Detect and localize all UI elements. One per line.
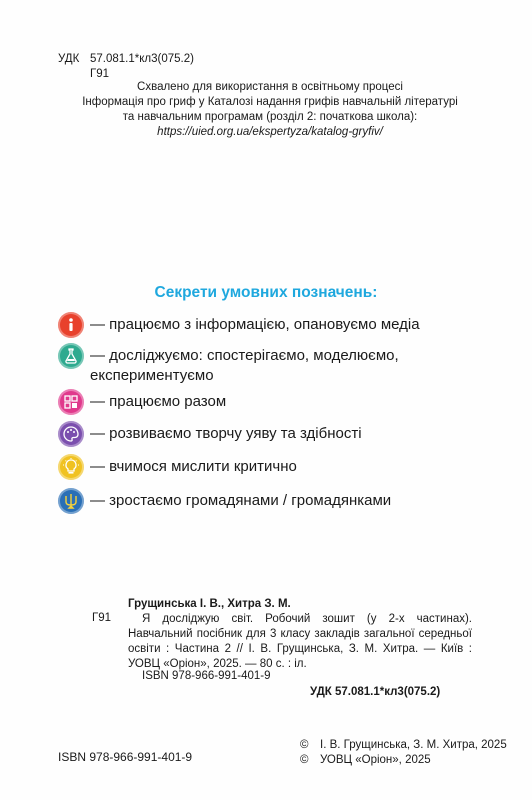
catalog-url-link[interactable]: https://uied.org.ua/ekspertyza/katalog-gryfiv/ (157, 126, 383, 138)
footer-isbn: ISBN 978-966-991-401-9 (58, 750, 193, 764)
legend-text-critical-thinking: — вчимося мислити критично (90, 458, 297, 475)
legend-item-critical-thinking (58, 454, 500, 480)
lightbulb-icon (58, 454, 84, 480)
approval-note (60, 80, 480, 140)
catalog-udk: УДК 57.081.1*кл3(075.2) (310, 686, 441, 698)
approval-line-3: та навчальним програмам (розділ 2: початкова школа): (122, 111, 418, 123)
legend-text-research: — досліджуємо: спостерігаємо, моделюємо, експериментуємо (90, 347, 399, 384)
catalog-index-code: Г91 (92, 612, 112, 624)
legend-title: Секрети умовних позначень: (154, 284, 378, 301)
legend-item-creativity (58, 421, 500, 447)
approval-line-1: Схвалено для використання в освітньому процесі (137, 81, 403, 93)
index-code: Г91 (90, 68, 110, 80)
catalog-authors: Грущинська І. В., Хитра З. М. (128, 598, 291, 610)
legend-item-information (58, 312, 500, 338)
copyright-authors: І. В. Грущинська, З. М. Хитра, 2025 (320, 739, 507, 751)
copyright-symbol: © (300, 754, 309, 766)
copyright-block (300, 738, 507, 768)
udk-block (58, 52, 194, 82)
info-icon (58, 312, 84, 338)
copyright-symbol: © (300, 739, 309, 751)
puzzle-icon (58, 389, 84, 415)
copyright-publisher: УОВЦ «Оріон», 2025 (320, 754, 431, 766)
legend-text-creativity: — розвиваємо творчу уяву та здібності (90, 425, 362, 442)
udk-value: 57.081.1*кл3(075.2) (90, 53, 194, 65)
udk-label: УДК (58, 53, 80, 65)
legend-text-citizenship: — зростаємо громадянами / громадянками (90, 492, 392, 509)
legend-item-citizenship (58, 488, 500, 514)
catalog-description: Я досліджую світ. Робочий зошит (у 2-х частинах). Навчальний посібник для 3 класу закладів загальної середньої освіти : Частина 2 // І. В. Грущинська, З. М. Хитра. — Київ : УОВЦ «Оріон», 2025. — 80 с. : іл. (128, 613, 472, 670)
palette-icon (58, 421, 84, 447)
legend-text-information: — працюємо з інформацією, опановуємо медіа (90, 316, 420, 333)
approval-line-2: Інформація про гриф у Каталозі надання грифів навчальній літературі (82, 96, 458, 108)
trident-icon (58, 488, 84, 514)
flask-icon (58, 343, 84, 369)
legend-text-teamwork: — працюємо разом (90, 393, 227, 410)
catalog-isbn: ISBN 978-966-991-401-9 (142, 670, 271, 682)
legend-item-research (58, 343, 500, 386)
legend-item-teamwork (58, 389, 500, 415)
